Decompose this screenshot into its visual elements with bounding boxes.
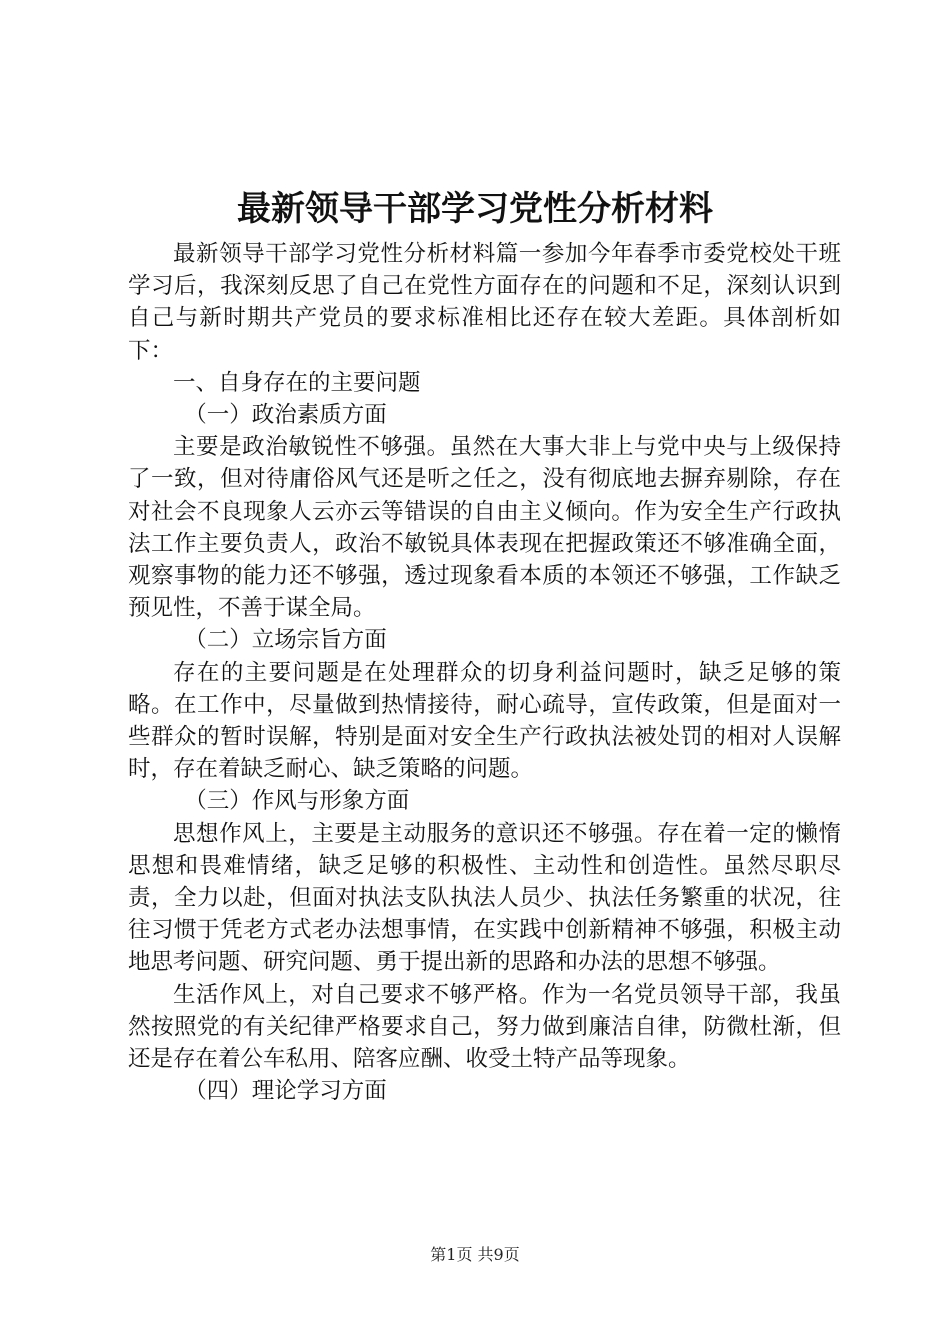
heading-style-image: （三）作风与形象方面	[184, 788, 410, 815]
paragraph-thinking-style: 思想作风上，主要是主动服务的意识还不够强。存在着一定的懒惰思想和畏难情绪，缺乏足够的积极性、主动性和创造性。虽然尽职尽责，全力以赴，但面对执法支队执法人员少、执法任务繁重的状况，往往习惯于凭老方式老办法想事情，在实践中创新精神不够强，积极主动地思考问题、研究问题、勇于提出新的思路和办法的思想不够强。	[128, 820, 841, 976]
heading-political-quality: （一）政治素质方面	[184, 402, 387, 429]
paragraph-life-style: 生活作风上，对自己要求不够严格。作为一名党员领导干部，我虽然按照党的有关纪律严格要求自己，努力做到廉洁自律，防微杜渐，但还是存在着公车私用、陪客应酬、收受土特产品等现象。	[128, 981, 841, 1073]
document-title: 最新领导干部学习党性分析材料	[237, 189, 713, 229]
paragraph-stance-purpose: 存在的主要问题是在处理群众的切身利益问题时，缺乏足够的策略。在工作中，尽量做到热情接待，耐心疏导，宣传政策，但是面对一些群众的暂时误解，特别是面对安全生产行政执法被处罚的相对人误解时，存在着缺乏耐心、缺乏策略的问题。	[128, 659, 841, 783]
paragraph-intro: 最新领导干部学习党性分析材料篇一参加今年春季市委党校处干班学习后，我深刻反思了自己在党性方面存在的问题和不足，深刻认识到自己与新时期共产党员的要求标准相比还存在较大差距。具体剖析如下：	[128, 241, 841, 364]
paragraph-political-quality: 主要是政治敏锐性不够强。虽然在大事大非上与党中央与上级保持了一致，但对待庸俗风气还是听之任之，没有彻底地去摒弃剔除，存在对社会不良现象人云亦云等错误的自由主义倾向。作为安全生产行政执法工作主要负责人，政治不敏锐具体表现在把握政策还不够准确全面，观察事物的能力还不够强，透过现象看本质的本领还不够强，工作缺乏预见性，不善于谋全局。	[128, 434, 841, 622]
page-number: 第1页 共9页	[430, 1245, 520, 1264]
heading-section-1: 一、自身存在的主要问题	[173, 369, 421, 396]
heading-theory-study: （四）理论学习方面	[184, 1078, 387, 1105]
heading-stance-purpose: （二）立场宗旨方面	[184, 627, 387, 654]
document-body	[128, 238, 841, 1107]
